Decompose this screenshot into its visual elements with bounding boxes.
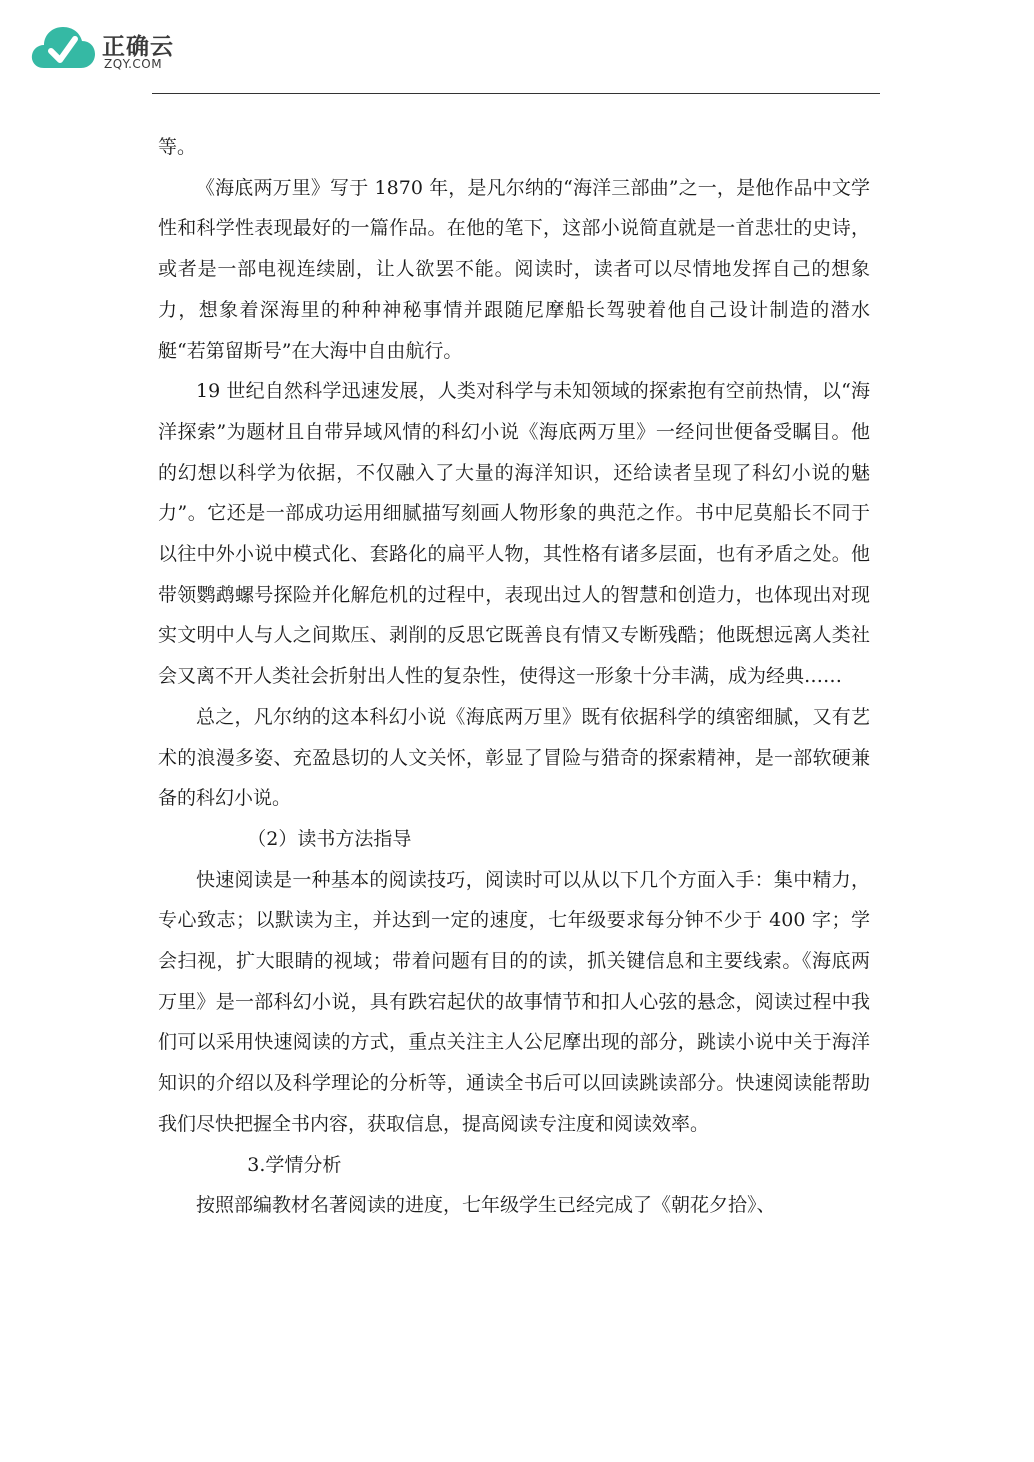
brand-logo — [30, 22, 190, 78]
header-divider — [152, 93, 880, 94]
paragraph-student-analysis: 按照部编教材名著阅读的进度，七年级学生已经完成了《朝花夕拾》、 — [196, 1194, 776, 1217]
paragraph-summary: 总之，凡尔纳的这本科幻小说《海底两万里》既有依据科学的缜密细腻，又有艺术的浪漫多姿、充盈恳切的人文关怀，彰显了冒险与猎奇的探索精神，是一部软硬兼备的科幻小说。 — [158, 705, 870, 810]
paragraph-continuation: 等。 — [158, 136, 197, 158]
document-body — [158, 127, 870, 1226]
cloud-check-icon — [30, 22, 96, 72]
section-heading-student-analysis: 3.学情分析 — [247, 1153, 342, 1176]
brand-name: 正确云 — [102, 34, 174, 60]
section-heading-reading-method: （2）读书方法指导 — [247, 827, 412, 850]
brand-domain: ZQY.COM — [104, 57, 163, 71]
paragraph-background: 19 世纪自然科学迅速发展，人类对科学与未知领域的探索抱有空前热情，以“海洋探索”为题材且自带异域风情的科幻小说《海底两万里》一经问世便备受瞩目。他的幻想以科学为依据，不仅融入了大量的海洋知识，还给读者呈现了科幻小说的魅力”。它还是一部成功运用细腻描写刻画人物形象的典范之作。书中尼莫船长不同于以往中外小说中模式化、套路化的扁平人物，其性格有诸多层面，也有矛盾之处。他带领鹦鹉螺号探险并化解危机的过程中，表现出过人的智慧和创造力，也体现出对现实文明中人与人之间欺压、剥削的反思它既善良有情又专断残酷；他既想远离人类社会又离不开人类社会折射出人性的复杂性，使得这一形象十分丰满，成为经典…… — [158, 380, 870, 688]
paragraph-reading-method: 快速阅读是一种基本的阅读技巧，阅读时可以从以下几个方面入手：集中精力，专心致志；以默读为主，并达到一定的速度，七年级要求每分钟不少于 400 字；学会扫视，扩大眼睛的视域；带着问题有目的的读，抓关键信息和主要线索。《海底两万里》是一部科幻小说，具有跌宕起伏的故事情节和扣人心弦的悬念，阅读过程中我们可以采用快速阅读的方式，重点关注主人公尼摩出现的部分，跳读小说中关于海洋知识的介绍以及科学理论的分析等，通读全书后可以回读跳读部分。快速阅读能帮助我们尽快把握全书内容，获取信息，提高阅读专注度和阅读效率。 — [158, 868, 870, 1135]
paragraph-intro: 《海底两万里》写于 1870 年，是凡尔纳的“海洋三部曲”之一，是他作品中文学性和科学性表现最好的一篇作品。在他的笔下，这部小说简直就是一首悲壮的史诗，或者是一部电视连续剧，让人欲罢不能。阅读时，读者可以尽情地发挥自己的想象力，想象着深海里的种种神秘事情并跟随尼摩船长驾驶着他自己设计制造的潜水艇“若第留斯号”在大海中自由航行。 — [158, 176, 870, 362]
